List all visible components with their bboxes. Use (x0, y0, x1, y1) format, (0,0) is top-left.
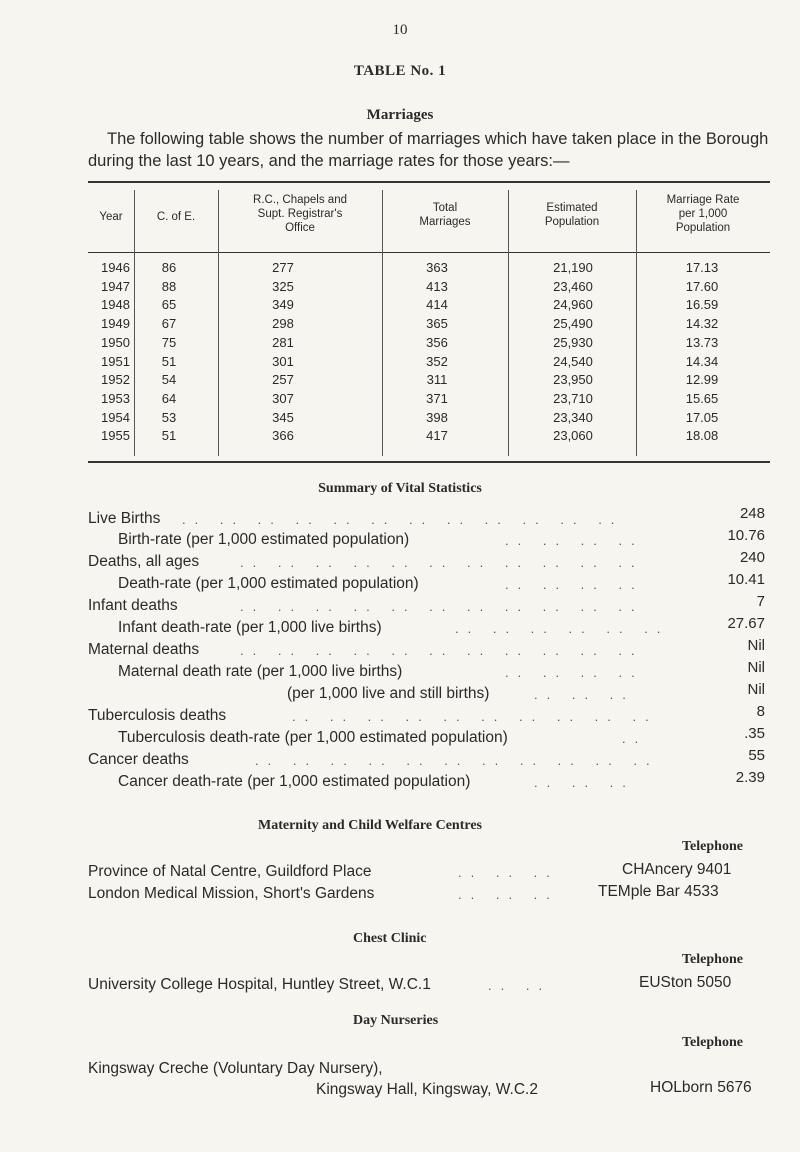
cell-total: 311 (426, 372, 448, 388)
summary-label: Infant deaths (88, 597, 178, 614)
cell-year: 1950 (101, 334, 130, 350)
leader-dots: .. .. .. (458, 865, 559, 880)
summary-value: 2.39 (735, 769, 765, 786)
summary-value: 27.67 (727, 615, 765, 632)
summary-value: 248 (739, 505, 765, 522)
cell-year: 1948 (101, 297, 130, 313)
cell-total: 413 (426, 278, 448, 294)
summary-value: Nil (747, 637, 765, 654)
cell-population: 23,950 (553, 372, 593, 388)
header-cofe: C. of E. (156, 211, 196, 223)
cell-population: 23,460 (553, 278, 593, 294)
table-row (0, 354, 800, 371)
summary-label: Maternal death rate (per 1,000 live births) (118, 663, 403, 680)
cell-total: 363 (426, 260, 448, 275)
cell-population: 25,490 (553, 316, 593, 332)
table-row (0, 279, 800, 296)
cell-cofe: 65 (161, 297, 177, 313)
summary-label: Maternal deaths (88, 641, 200, 658)
cell-cofe: 51 (161, 428, 177, 444)
header-population: Estimated Population (544, 202, 600, 228)
table-row (0, 297, 800, 314)
nursery-name: Kingsway Creche (Voluntary Day Nursery), (88, 1060, 383, 1077)
centre-name: London Medical Mission, Short's Gardens (88, 885, 375, 902)
table-row (0, 335, 800, 352)
cell-population: 23,340 (553, 409, 593, 425)
cell-rc: 345 (272, 409, 294, 425)
cell-population: 24,540 (553, 353, 593, 369)
cell-rate: 13.73 (685, 334, 719, 350)
table-row (0, 316, 800, 333)
cell-rc: 298 (272, 316, 294, 332)
cell-cofe: 88 (161, 278, 177, 294)
table-bottom-rule (88, 461, 770, 463)
leader-dots: .. .. .. .. (505, 577, 644, 592)
table-title: TABLE No. 1 (353, 63, 447, 79)
cell-rc: 366 (272, 428, 294, 444)
summary-value: 240 (739, 549, 765, 566)
table-intro: The following table shows the number of marriages which have taken place in the Borough during the last 10 years, and the marriage rates for those years:— (88, 130, 769, 170)
cell-rc: 281 (272, 334, 294, 350)
maternity-heading: Maternity and Child Welfare Centres (258, 818, 482, 833)
cell-total: 371 (426, 390, 448, 406)
clinic-phone: EUSton 5050 (639, 974, 732, 991)
cell-cofe: 86 (161, 260, 177, 275)
chest-heading: Chest Clinic (353, 931, 427, 946)
summary-label: Birth-rate (per 1,000 estimated population) (118, 531, 410, 548)
leader-dots: .. .. .. (534, 687, 635, 702)
cell-population: 23,710 (553, 390, 593, 406)
table-row (0, 260, 800, 277)
cell-rate: 17.60 (685, 278, 719, 294)
summary-label: Tuberculosis deaths (88, 707, 227, 724)
cell-rate: 18.08 (685, 428, 719, 444)
cell-rc: 277 (272, 260, 294, 275)
header-year: Year (99, 211, 123, 223)
cell-year: 1951 (101, 353, 130, 369)
nursery-address: Kingsway Hall, Kingsway, W.C.2 (316, 1081, 538, 1098)
table-header-rule (88, 252, 770, 253)
summary-label: Infant death-rate (per 1,000 live births) (118, 619, 382, 636)
leader-dots: .. .. .. (534, 775, 635, 790)
cell-year: 1954 (101, 409, 130, 425)
summary-value: 55 (748, 747, 765, 764)
leader-dots: .. .. (488, 978, 552, 993)
cell-year: 1947 (101, 278, 130, 294)
cell-population: 23,060 (553, 428, 593, 444)
summary-label: Cancer deaths (88, 751, 189, 768)
header-rc: R.C., Chapels and Supt. Registrar's Office (253, 194, 347, 234)
cell-total: 414 (426, 297, 448, 313)
leader-dots: .. .. .. .. .. .. .. .. .. .. .. .. (182, 512, 624, 527)
table-row (0, 428, 800, 445)
leader-dots: .. .. .. .. .. .. .. .. .. .. .. (255, 753, 659, 768)
summary-value: Nil (747, 659, 765, 676)
cell-total: 417 (426, 428, 448, 444)
cell-total: 352 (426, 353, 448, 369)
cell-rc: 349 (272, 297, 294, 313)
cell-year: 1946 (101, 260, 130, 275)
cell-cofe: 64 (161, 390, 177, 406)
cell-rate: 14.34 (685, 353, 719, 369)
summary-label: Tuberculosis death-rate (per 1,000 estimated population) (118, 729, 508, 746)
summary-label: Deaths, all ages (88, 553, 200, 570)
cell-year: 1949 (101, 316, 130, 332)
cell-rate: 12.99 (685, 372, 719, 388)
cell-total: 365 (426, 316, 448, 332)
summary-value: 10.76 (727, 527, 765, 544)
marriages-table (0, 0, 800, 470)
centre-name: Province of Natal Centre, Guildford Place (88, 863, 372, 880)
cell-rc: 301 (272, 353, 294, 369)
leader-dots: .. .. .. .. .. .. .. .. .. .. .. (240, 643, 644, 658)
summary-value: .35 (744, 725, 765, 742)
cell-rate: 14.32 (685, 316, 719, 332)
maternity-telephone-label: Telephone (682, 839, 743, 854)
cell-rate: 17.13 (685, 260, 719, 275)
cell-cofe: 54 (161, 372, 177, 388)
leader-dots: .. (622, 731, 648, 746)
header-total: Total Marriages (419, 202, 471, 228)
cell-year: 1953 (101, 390, 130, 406)
nursery-phone: HOLborn 5676 (650, 1079, 752, 1096)
header-rate: Marriage Rate per 1,000 Population (666, 194, 740, 234)
leader-dots: .. .. .. (458, 887, 559, 902)
summary-label: Death-rate (per 1,000 estimated population) (118, 575, 419, 592)
leader-dots: .. .. .. .. (505, 533, 644, 548)
leader-dots: .. .. .. .. .. .. (455, 621, 670, 636)
cell-cofe: 67 (161, 316, 177, 332)
table-row (0, 391, 800, 408)
leader-dots: .. .. .. .. .. .. .. .. .. .. .. (240, 555, 644, 570)
cell-population: 21,190 (553, 260, 593, 275)
cell-cofe: 53 (161, 409, 177, 425)
nurseries-telephone-label: Telephone (682, 1035, 743, 1050)
cell-year: 1955 (101, 428, 130, 444)
cell-cofe: 75 (161, 334, 177, 350)
cell-rate: 16.59 (685, 297, 719, 313)
nurseries-heading: Day Nurseries (353, 1013, 439, 1028)
summary-label: (per 1,000 live and still births) (287, 685, 490, 702)
page-number: 10 (392, 22, 408, 38)
cell-year: 1952 (101, 372, 130, 388)
table-row (0, 372, 800, 389)
cell-cofe: 51 (161, 353, 177, 369)
leader-dots: .. .. .. .. .. .. .. .. .. .. .. (240, 599, 644, 614)
cell-rate: 17.05 (685, 409, 719, 425)
leader-dots: .. .. .. .. (505, 665, 644, 680)
leader-dots: .. .. .. .. .. .. .. .. .. .. (292, 709, 658, 724)
summary-heading: Summary of Vital Statistics (318, 481, 482, 496)
chest-telephone-label: Telephone (682, 952, 743, 967)
summary-value: 7 (756, 593, 765, 610)
table-top-rule (88, 181, 770, 183)
cell-rc: 257 (272, 372, 294, 388)
centre-phone: CHAncery 9401 (622, 861, 732, 878)
summary-value: 8 (756, 703, 765, 720)
cell-rc: 307 (272, 390, 294, 406)
table-row (0, 410, 800, 427)
summary-value: Nil (747, 681, 765, 698)
cell-population: 25,930 (553, 334, 593, 350)
summary-value: 10.41 (727, 571, 765, 588)
cell-total: 356 (426, 334, 448, 350)
cell-total: 398 (426, 409, 448, 425)
summary-label: Cancer death-rate (per 1,000 estimated population) (118, 773, 471, 790)
cell-rc: 325 (272, 278, 294, 294)
centre-phone: TEMple Bar 4533 (598, 883, 719, 900)
table-subtitle: Marriages (366, 107, 434, 123)
cell-rate: 15.65 (685, 390, 719, 406)
clinic-name: University College Hospital, Huntley Street, W.C.1 (88, 976, 431, 993)
summary-label: Live Births (88, 510, 161, 527)
cell-population: 24,960 (553, 297, 593, 313)
